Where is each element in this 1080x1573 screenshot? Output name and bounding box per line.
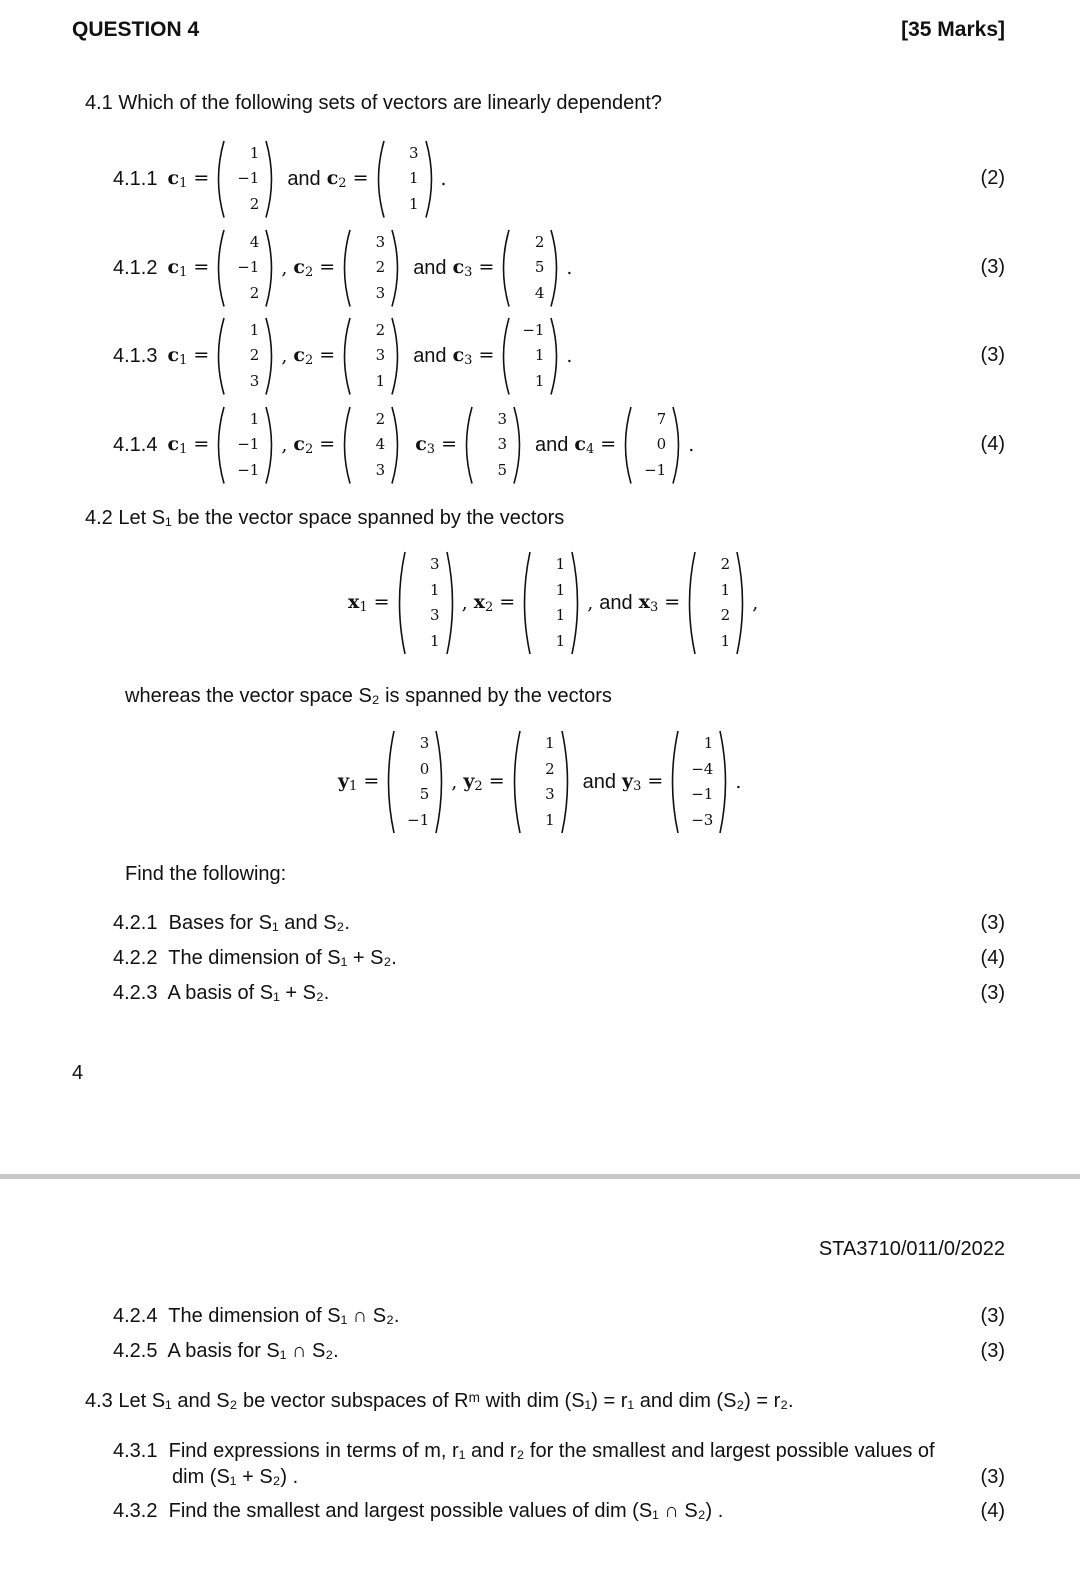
comma: ,: [461, 592, 468, 614]
q42-find: Find the following:: [125, 863, 287, 885]
q414-mark: (4): [980, 433, 1005, 455]
vector-entries: [522, 731, 560, 833]
q412-number: 4.1.2: [113, 256, 158, 279]
vector-entry: 0: [419, 759, 430, 778]
vector-entry: 1: [720, 580, 731, 599]
vector-entry: 1: [534, 346, 545, 365]
vector-entry: −1: [237, 460, 260, 479]
left-paren: [339, 230, 352, 307]
vector-y2: [509, 731, 573, 833]
vector-c1: [213, 230, 277, 307]
vector-entry: 1: [555, 580, 566, 599]
c3-label: $c_3$ =: [452, 344, 495, 368]
q422-text: The dimension of S₁ + S₂.: [168, 947, 397, 969]
q432-number: 4.3.2: [113, 1500, 158, 1522]
period: .: [735, 771, 742, 793]
left-paren: [509, 731, 522, 833]
question-title: QUESTION 4: [72, 18, 200, 41]
vector-c1: [213, 318, 277, 395]
q424-mark: (3): [980, 1305, 1005, 1327]
vector-entry: −1: [237, 258, 260, 277]
left-paren: [667, 731, 680, 833]
vector-entry: −1: [522, 320, 545, 339]
vector-c3: [498, 318, 562, 395]
c2-label: $c_2$ =: [293, 344, 336, 368]
x3-label: $x_3$ =: [638, 591, 681, 615]
vector-entry: 1: [249, 143, 260, 162]
q423-text: A basis of S₁ + S₂.: [167, 982, 330, 1004]
left-paren: [461, 407, 474, 484]
c3-label: $c_3$ =: [415, 433, 458, 457]
vector-c1: [213, 407, 277, 484]
right-paren: [549, 318, 562, 395]
vector-c1: [213, 141, 277, 218]
vector-entry: 3: [419, 734, 430, 752]
left-paren: [620, 407, 633, 484]
right-paren: [445, 552, 458, 654]
q423-number: 4.2.3: [113, 982, 158, 1004]
vector-entry: 5: [419, 785, 430, 803]
q431-line: [113, 1440, 935, 1463]
vector-entry: 4: [249, 232, 260, 251]
q412-mark: (3): [980, 256, 1005, 278]
q432-mark: (4): [980, 1500, 1005, 1522]
vector-entry: 2: [720, 555, 731, 573]
and-connector: and: [582, 770, 617, 793]
y1-label: $y_1$ =: [338, 770, 380, 794]
q421-number: 4.2.1: [113, 912, 158, 934]
vector-entry: −4: [691, 759, 714, 778]
vector-entry: 1: [555, 555, 566, 573]
vector-c2: [339, 318, 403, 395]
vector-entries: [352, 230, 390, 307]
left-paren: [213, 141, 226, 218]
period: .: [566, 345, 573, 367]
comma: ,: [281, 345, 288, 367]
page-number: 4: [72, 1062, 84, 1084]
q43-intro: 4.3 Let S₁ and S₂ be vector subspaces of Rᵐ with dim (S₁) = r₁ and dim (S₂) = r₂.: [85, 1390, 794, 1412]
right-paren: [424, 141, 437, 218]
vector-entry: 2: [249, 283, 260, 302]
vector-entry: 2: [375, 320, 386, 339]
q431-mark: (3): [980, 1466, 1005, 1488]
vector-c2: [339, 230, 403, 307]
y-vectors-row: [338, 730, 741, 834]
comma: ,: [451, 771, 458, 793]
c1-label: $c_1$ =: [167, 256, 210, 280]
q423-line: [113, 982, 329, 1005]
period: .: [688, 434, 695, 456]
right-paren: [264, 318, 277, 395]
right-paren: [390, 407, 403, 484]
vector-entries: [226, 141, 264, 218]
right-paren: [390, 318, 403, 395]
vector-entries: [680, 731, 718, 833]
q422-number: 4.2.2: [113, 947, 158, 969]
vector-entry: 3: [375, 283, 386, 302]
vector-entry: 1: [408, 169, 419, 188]
vector-entry: 3: [545, 785, 555, 803]
vector-entries: [396, 731, 434, 833]
vector-entry: 4: [534, 283, 545, 302]
q411-number: 4.1.1: [113, 167, 158, 190]
vector-entry: 2: [249, 346, 260, 365]
vector-entries: [511, 318, 549, 395]
left-paren: [213, 407, 226, 484]
vector-entry: 1: [408, 194, 419, 213]
vector-c2: [339, 407, 403, 484]
vector-entry: 3: [430, 606, 440, 624]
q414-row: [113, 406, 694, 484]
vector-entries: [352, 318, 390, 395]
vector-entry: 2: [720, 606, 731, 624]
q411-row: [113, 140, 447, 218]
q422-mark: (4): [980, 947, 1005, 969]
vector-entry: 2: [534, 232, 545, 251]
q431-number: 4.3.1: [113, 1440, 158, 1462]
right-paren: [434, 731, 447, 833]
vector-entries: [407, 552, 445, 654]
q414-number: 4.1.4: [113, 433, 158, 456]
vector-x1: [394, 552, 458, 654]
comma: ,: [281, 257, 288, 279]
vector-entry: 5: [534, 258, 545, 277]
y3-label: $y_3$ =: [622, 770, 664, 794]
vector-entry: 1: [249, 409, 260, 428]
q432-line: [113, 1500, 723, 1523]
right-paren: [264, 407, 277, 484]
left-paren: [339, 318, 352, 395]
vector-entry: −1: [644, 460, 667, 479]
vector-c2: [373, 141, 437, 218]
vector-entry: 2: [375, 258, 386, 277]
q413-mark: (3): [980, 344, 1005, 366]
question-marks: [35 Marks]: [901, 18, 1005, 41]
vector-entry: 3: [375, 346, 386, 365]
and-connector: and: [413, 256, 447, 279]
vector-entries: [352, 407, 390, 484]
vector-entry: 3: [430, 555, 440, 573]
right-paren: [549, 230, 562, 307]
right-paren: [570, 552, 583, 654]
and-connector: and: [599, 591, 633, 614]
q42-intro: 4.2 Let S₁ be the vector space spanned by the vectors: [85, 507, 565, 529]
vector-entry: 1: [430, 580, 440, 599]
c2-label: $c_2$ =: [293, 433, 336, 457]
c4-label: $c_4$ =: [574, 433, 617, 457]
vector-entry: −1: [237, 169, 260, 188]
q424-line: [113, 1305, 399, 1328]
q424-text: The dimension of S₁ ∩ S₂.: [168, 1305, 400, 1327]
vector-entry: 0: [656, 435, 667, 454]
vector-entry: 1: [430, 631, 440, 650]
period: .: [566, 257, 573, 279]
left-paren: [383, 731, 396, 833]
right-paren: [671, 407, 684, 484]
vector-entry: 1: [555, 606, 566, 624]
left-paren: [394, 552, 407, 654]
vector-entry: 3: [375, 460, 386, 479]
vector-entry: −1: [407, 810, 430, 829]
vector-entry: 1: [555, 631, 566, 650]
vector-entries: [386, 141, 424, 218]
q431-text-continued: dim (S₁ + S₂) .: [172, 1466, 299, 1488]
and-connector: and: [287, 167, 321, 190]
right-paren: [735, 552, 748, 654]
course-code: STA3710/011/0/2022: [818, 1238, 1005, 1260]
q42-whereas: whereas the vector space S₂ is spanned by the vectors: [125, 685, 612, 707]
left-paren: [519, 552, 532, 654]
vector-entry: 4: [375, 435, 386, 454]
vector-entries: [474, 407, 512, 484]
left-paren: [213, 318, 226, 395]
y2-label: $y_2$ =: [463, 770, 505, 794]
q411-mark: (2): [980, 167, 1005, 189]
right-paren: [264, 141, 277, 218]
right-paren: [718, 731, 731, 833]
vector-entry: 2: [545, 759, 555, 778]
vector-entry: 1: [720, 631, 731, 650]
vector-entry: 3: [497, 435, 508, 454]
x1-label: $x_1$ =: [348, 591, 390, 615]
vector-entry: −1: [691, 785, 714, 803]
and-connector: and: [413, 344, 447, 367]
left-paren: [498, 230, 511, 307]
vector-entries: [226, 407, 264, 484]
c1-label: $c_1$ =: [167, 344, 210, 368]
vector-entry: 1: [249, 320, 260, 339]
x2-label: $x_2$ =: [473, 591, 516, 615]
vector-entry: −1: [237, 435, 260, 454]
left-paren: [684, 552, 697, 654]
vector-entry: 3: [249, 371, 260, 390]
vector-entries: [511, 230, 549, 307]
period: .: [440, 168, 447, 190]
vector-y1: [383, 731, 447, 833]
q425-mark: (3): [980, 1340, 1005, 1362]
q41-prompt: 4.1 Which of the following sets of vectors are linearly dependent?: [85, 92, 662, 114]
c2-label: $c_2$ =: [293, 256, 336, 280]
q425-line: [113, 1340, 339, 1363]
c2-label: $c_2$ =: [326, 167, 369, 191]
vector-entry: −3: [691, 810, 714, 829]
and-connector: and: [535, 433, 569, 456]
q422-line: [113, 947, 397, 970]
c1-label: $c_1$ =: [167, 433, 210, 457]
vector-x3: [684, 552, 748, 654]
vector-entry: 5: [497, 460, 508, 479]
vector-entries: [697, 552, 735, 654]
right-paren: [560, 731, 573, 833]
right-paren: [264, 230, 277, 307]
vector-c4: [620, 407, 684, 484]
vector-entry: 1: [375, 371, 386, 390]
q424-number: 4.2.4: [113, 1305, 158, 1327]
vector-entries: [633, 407, 671, 484]
left-paren: [339, 407, 352, 484]
vector-entry: 3: [375, 232, 386, 251]
vector-entry: 2: [249, 194, 260, 213]
vector-entry: 1: [703, 734, 714, 752]
q413-number: 4.1.3: [113, 344, 158, 367]
q431-text: Find expressions in terms of m, r₁ and r₂ for the smallest and largest possible values of: [168, 1440, 935, 1462]
vector-entry: 1: [545, 734, 555, 752]
vector-entry: 1: [534, 371, 545, 390]
comma: ,: [752, 592, 759, 614]
vector-y3: [667, 731, 731, 833]
vector-entry: 2: [375, 409, 386, 428]
vector-entry: 7: [656, 409, 667, 428]
x-vectors-row: [348, 551, 758, 655]
vector-entry: 1: [545, 810, 555, 829]
c1-label: $c_1$ =: [167, 167, 210, 191]
q412-row: [113, 229, 572, 307]
right-paren: [390, 230, 403, 307]
c3-label: $c_3$ =: [452, 256, 495, 280]
q425-number: 4.2.5: [113, 1340, 158, 1362]
q421-line: [113, 912, 350, 935]
left-paren: [498, 318, 511, 395]
vector-entries: [226, 318, 264, 395]
right-paren: [512, 407, 525, 484]
vector-c3: [461, 407, 525, 484]
vector-entries: [226, 230, 264, 307]
left-paren: [373, 141, 386, 218]
vector-x2: [519, 552, 583, 654]
q425-text: A basis for S₁ ∩ S₂.: [167, 1340, 339, 1362]
page-divider: [0, 1174, 1080, 1179]
vector-entry: 3: [497, 409, 508, 428]
q421-text: Bases for S₁ and S₂.: [168, 912, 350, 934]
vector-c3: [498, 230, 562, 307]
q421-mark: (3): [980, 912, 1005, 934]
q413-row: [113, 317, 572, 395]
q432-text: Find the smallest and largest possible values of dim (S₁ ∩ S₂) .: [168, 1500, 724, 1522]
comma: ,: [281, 434, 288, 456]
q423-mark: (3): [980, 982, 1005, 1004]
vector-entry: 3: [408, 143, 419, 162]
vector-entries: [532, 552, 570, 654]
left-paren: [213, 230, 226, 307]
comma: ,: [587, 592, 594, 614]
